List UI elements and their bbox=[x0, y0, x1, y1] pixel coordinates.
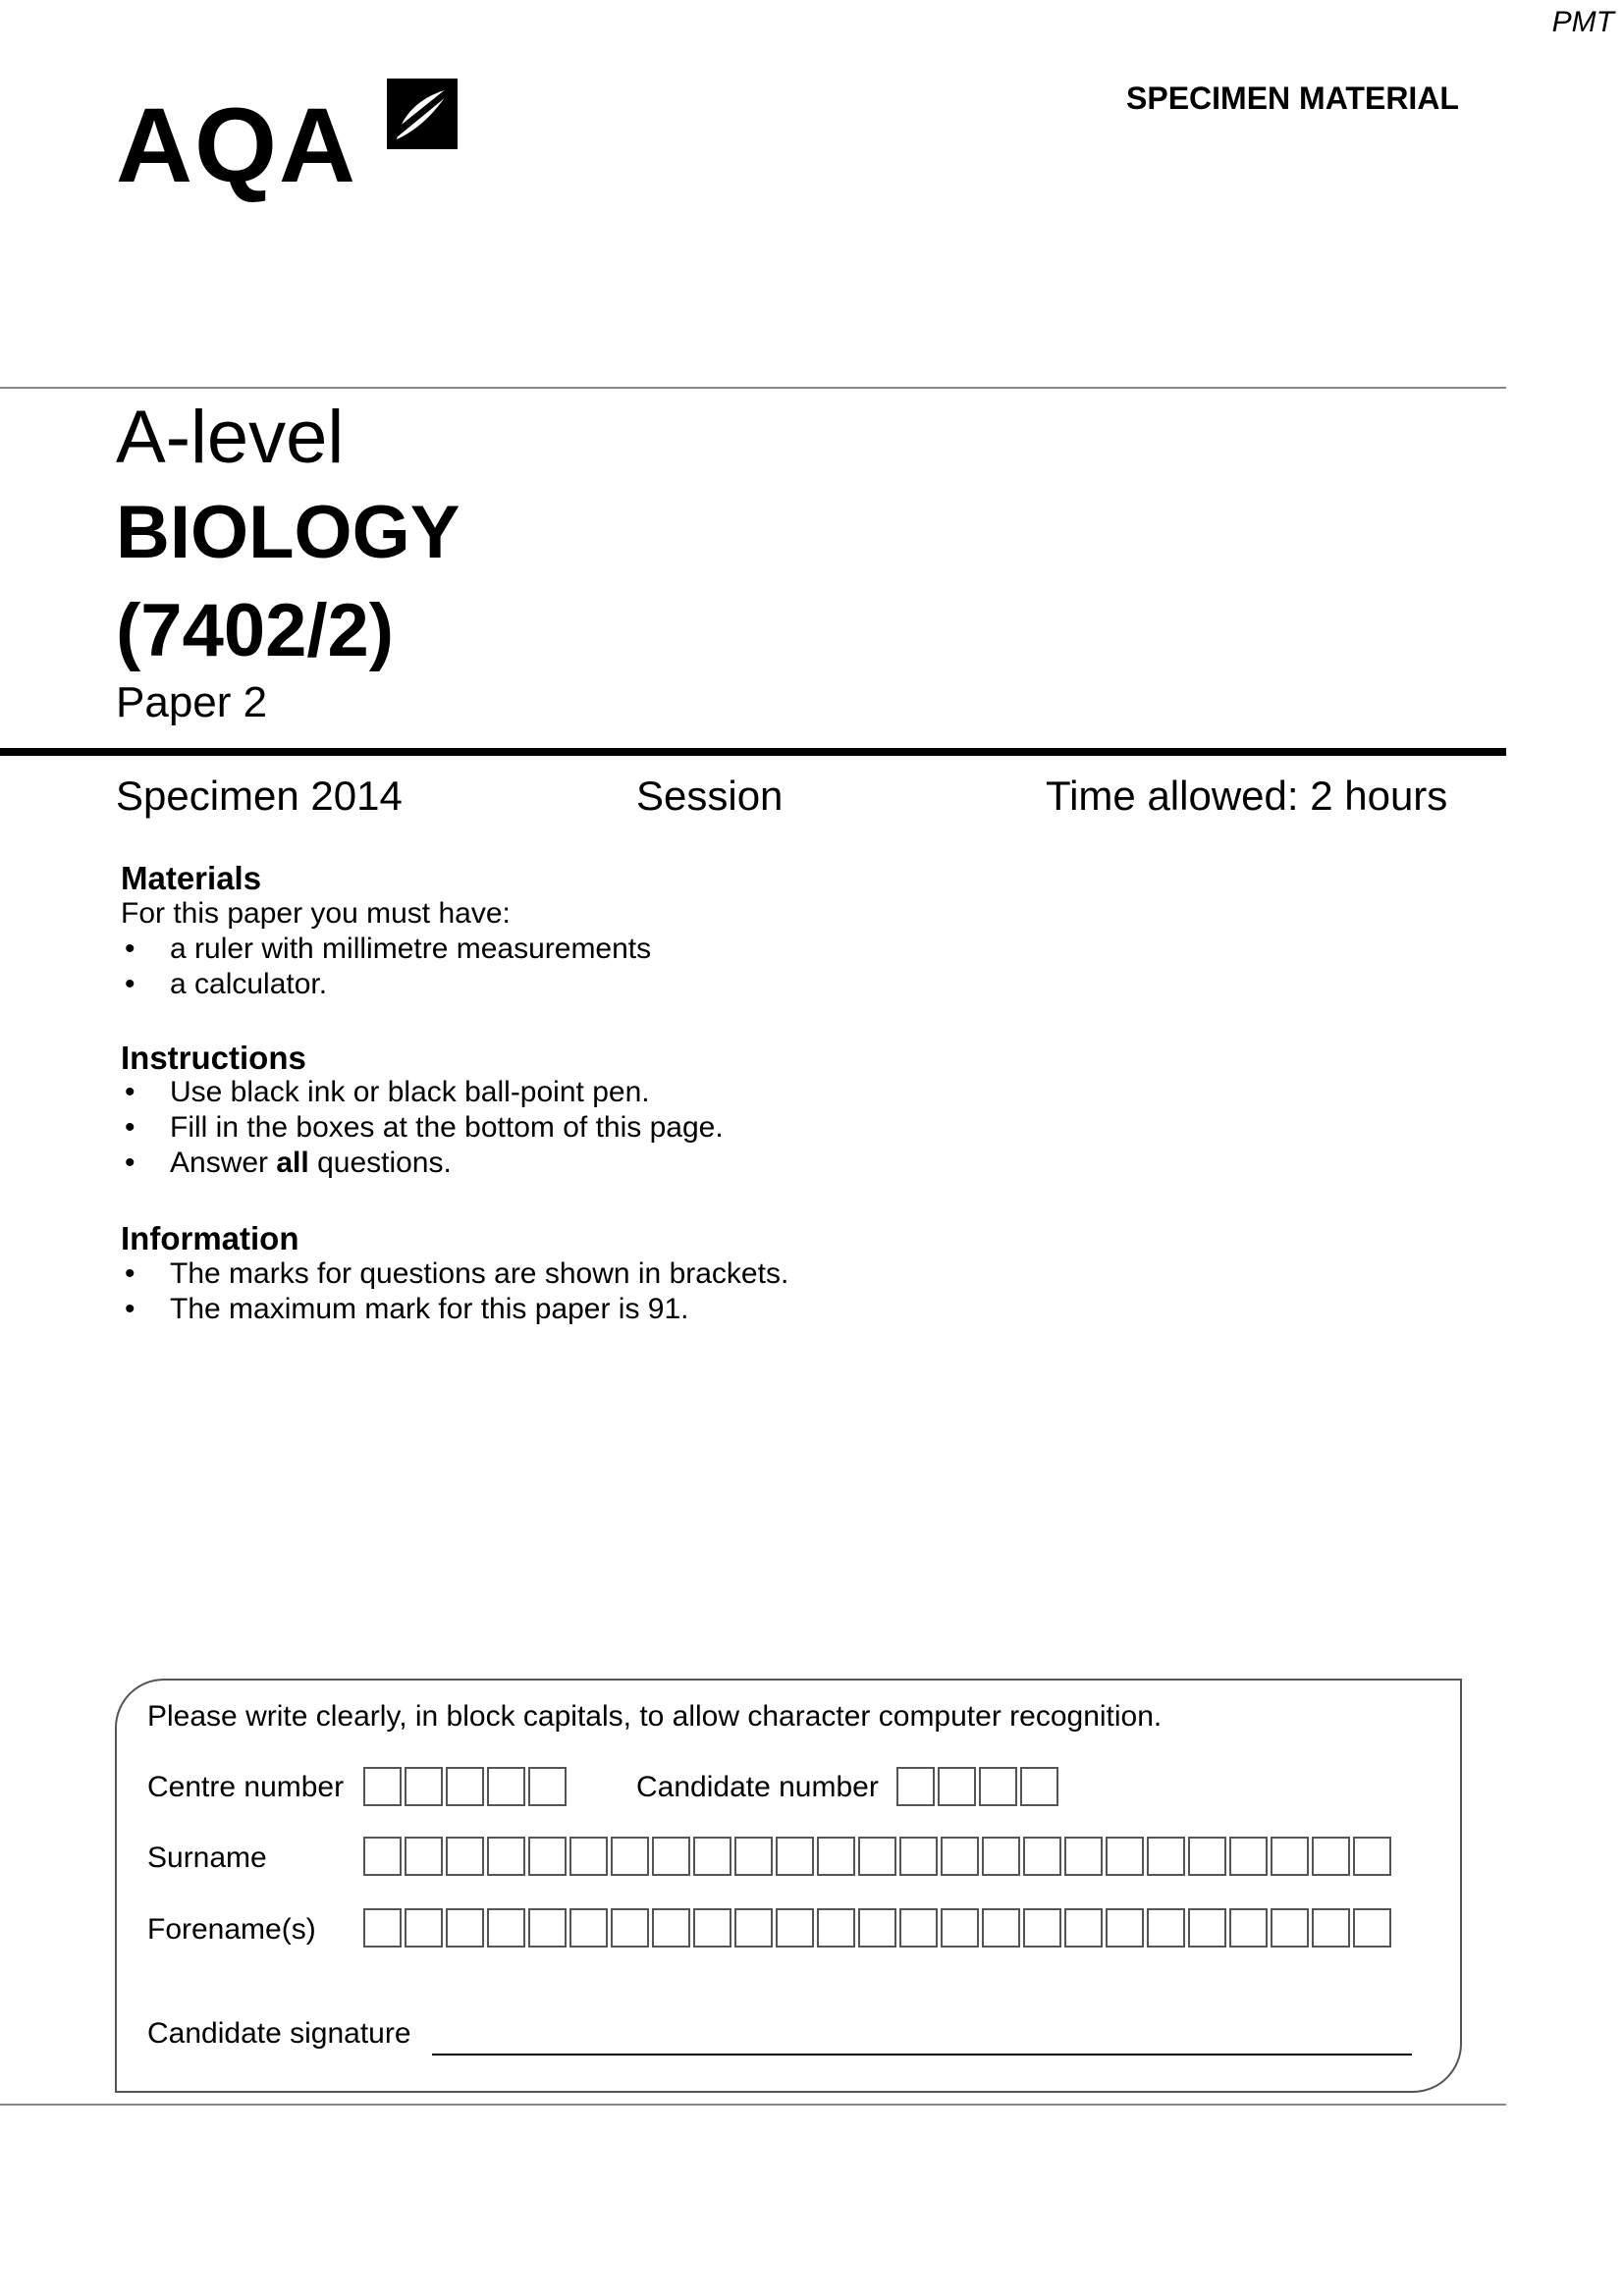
session-label: Session bbox=[636, 773, 784, 819]
char-box[interactable] bbox=[1064, 1837, 1103, 1876]
char-box[interactable] bbox=[896, 1767, 935, 1806]
candidate-number-field[interactable] bbox=[896, 1767, 1061, 1806]
char-box[interactable] bbox=[1020, 1767, 1058, 1806]
char-box[interactable] bbox=[611, 1837, 649, 1876]
form-intro: Please write clearly, in block capitals, to allow character computer recognition. bbox=[147, 1700, 1163, 1733]
char-box[interactable] bbox=[405, 1837, 443, 1876]
char-box[interactable] bbox=[405, 1767, 443, 1806]
char-box[interactable] bbox=[1106, 1908, 1144, 1948]
char-box[interactable] bbox=[487, 1908, 525, 1948]
char-box[interactable] bbox=[734, 1837, 773, 1876]
char-box[interactable] bbox=[817, 1908, 855, 1948]
char-box[interactable] bbox=[569, 1908, 608, 1948]
char-box[interactable] bbox=[693, 1908, 731, 1948]
materials-intro: For this paper you must have: bbox=[121, 897, 511, 930]
char-box[interactable] bbox=[1064, 1908, 1103, 1948]
char-box[interactable] bbox=[899, 1837, 938, 1876]
char-box[interactable] bbox=[1353, 1837, 1391, 1876]
char-box[interactable] bbox=[1188, 1837, 1226, 1876]
aqa-leaf-icon bbox=[383, 75, 461, 153]
char-box[interactable] bbox=[405, 1908, 443, 1948]
char-box[interactable] bbox=[776, 1837, 814, 1876]
aqa-logo bbox=[116, 75, 469, 202]
char-box[interactable] bbox=[941, 1837, 979, 1876]
char-box[interactable] bbox=[1312, 1908, 1350, 1948]
char-box[interactable] bbox=[363, 1837, 402, 1876]
char-box[interactable] bbox=[1106, 1837, 1144, 1876]
char-box[interactable] bbox=[652, 1837, 690, 1876]
char-box[interactable] bbox=[569, 1837, 608, 1876]
information-heading: Information bbox=[121, 1220, 299, 1256]
surname-label: Surname bbox=[147, 1842, 267, 1874]
char-box[interactable] bbox=[693, 1837, 731, 1876]
char-box[interactable] bbox=[446, 1767, 484, 1806]
subject-title: BIOLOGY bbox=[116, 491, 460, 574]
char-box[interactable] bbox=[363, 1908, 402, 1948]
char-box[interactable] bbox=[1229, 1908, 1268, 1948]
paper-code: (7402/2) bbox=[116, 589, 395, 672]
char-box[interactable] bbox=[938, 1767, 976, 1806]
centre-number-label: Centre number bbox=[147, 1771, 345, 1803]
char-box[interactable] bbox=[1147, 1837, 1185, 1876]
title-divider bbox=[0, 748, 1506, 756]
specimen-year: Specimen 2014 bbox=[116, 773, 403, 819]
char-box[interactable] bbox=[858, 1837, 896, 1876]
char-box[interactable] bbox=[1023, 1908, 1061, 1948]
instructions-heading: Instructions bbox=[121, 1040, 306, 1076]
aqa-logo-text: AQA bbox=[116, 85, 357, 204]
char-box[interactable] bbox=[528, 1837, 567, 1876]
signature-label: Candidate signature bbox=[147, 2017, 411, 2050]
char-box[interactable] bbox=[611, 1908, 649, 1948]
char-box[interactable] bbox=[652, 1908, 690, 1948]
char-box[interactable] bbox=[446, 1908, 484, 1948]
char-box[interactable] bbox=[1147, 1908, 1185, 1948]
paper-number: Paper 2 bbox=[116, 678, 268, 726]
char-box[interactable] bbox=[1271, 1908, 1309, 1948]
char-box[interactable] bbox=[982, 1837, 1020, 1876]
char-box[interactable] bbox=[941, 1908, 979, 1948]
char-box[interactable] bbox=[858, 1908, 896, 1948]
char-box[interactable] bbox=[528, 1908, 567, 1948]
char-box[interactable] bbox=[817, 1837, 855, 1876]
char-box[interactable] bbox=[1271, 1837, 1309, 1876]
bottom-divider bbox=[0, 2104, 1506, 2106]
char-box[interactable] bbox=[734, 1908, 773, 1948]
specimen-material-label: SPECIMEN MATERIAL bbox=[1126, 80, 1459, 116]
forenames-label: Forename(s) bbox=[147, 1913, 316, 1946]
surname-field[interactable] bbox=[363, 1837, 1394, 1876]
char-box[interactable] bbox=[1353, 1908, 1391, 1948]
char-box[interactable] bbox=[487, 1767, 525, 1806]
materials-heading: Materials bbox=[121, 860, 262, 896]
char-box[interactable] bbox=[982, 1908, 1020, 1948]
char-box[interactable] bbox=[1023, 1837, 1061, 1876]
signature-line[interactable] bbox=[432, 2054, 1412, 2056]
top-divider bbox=[0, 387, 1506, 389]
char-box[interactable] bbox=[528, 1767, 567, 1806]
time-allowed: Time allowed: 2 hours bbox=[1046, 773, 1448, 819]
char-box[interactable] bbox=[1188, 1908, 1226, 1948]
char-box[interactable] bbox=[446, 1837, 484, 1876]
char-box[interactable] bbox=[899, 1908, 938, 1948]
char-box[interactable] bbox=[363, 1767, 402, 1806]
forenames-field[interactable] bbox=[363, 1908, 1394, 1948]
centre-number-field[interactable] bbox=[363, 1767, 569, 1806]
char-box[interactable] bbox=[487, 1837, 525, 1876]
char-box[interactable] bbox=[979, 1767, 1017, 1806]
candidate-number-label: Candidate number bbox=[636, 1771, 879, 1803]
level-title: A-level bbox=[116, 396, 345, 479]
pmt-mark: PMT bbox=[1551, 6, 1614, 38]
char-box[interactable] bbox=[1229, 1837, 1268, 1876]
char-box[interactable] bbox=[776, 1908, 814, 1948]
char-box[interactable] bbox=[1312, 1837, 1350, 1876]
